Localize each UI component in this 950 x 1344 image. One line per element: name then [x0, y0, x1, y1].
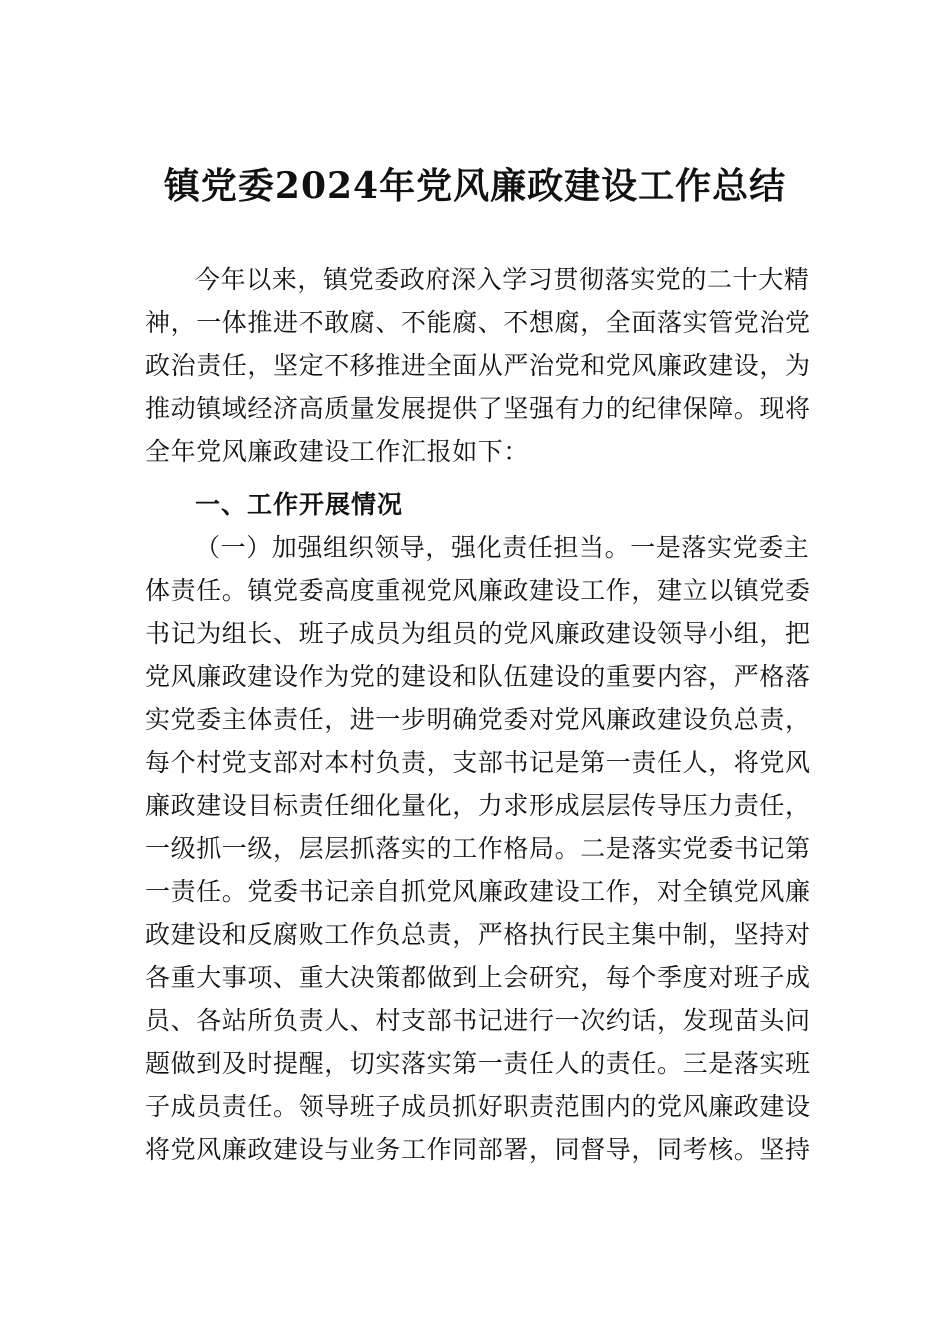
intro-line: 政治责任，坚定不移推进全面从严治党和党风廉政建设，为 — [145, 351, 811, 380]
section-heading: 一、工作开展情况 — [195, 490, 404, 519]
intro-line: 全年党风廉政建设工作汇报如下： — [145, 437, 530, 466]
paragraph-first-line-text: 一是落实党委主 — [630, 533, 810, 562]
paragraph-line: 书记为组长、班子成员为组员的党风廉政建设领导小组，把 — [145, 619, 811, 648]
paragraph-line: 一级抓一级，层层抓落实的工作格局。二是落实党委书记第 — [145, 834, 811, 863]
paragraph-line: 一责任。党委书记亲自抓党风廉政建设工作，对全镇党风廉 — [145, 877, 811, 906]
document-title: 镇党委2024年党风廉政建设工作总结 — [163, 165, 787, 207]
paragraph-line: 体责任。镇党委高度重视党风廉政建设工作，建立以镇党委 — [145, 576, 811, 605]
paragraph-line: 政建设和反腐败工作负总责，严格执行民主集中制，坚持对 — [145, 920, 811, 949]
paragraph-line: 题做到及时提醒，切实落实第一责任人的责任。三是落实班 — [145, 1049, 811, 1078]
paragraph-subheading: （一）加强组织领导，强化责任担当。 — [195, 533, 631, 562]
paragraph-line: 每个村党支部对本村负责，支部书记是第一责任人，将党风 — [145, 748, 811, 777]
paragraph-leadership — [145, 526, 809, 1171]
intro-line: 今年以来，镇党委政府深入学习贯彻落实党的二十大精 — [195, 265, 810, 294]
paragraph-line: 实党委主体责任，进一步明确党委对党风廉政建设负总责， — [145, 705, 811, 734]
paragraph-line: 党风廉政建设作为党的建设和队伍建设的重要内容，严格落 — [145, 662, 811, 691]
intro-line: 神，一体推进不敢腐、不能腐、不想腐，全面落实管党治党 — [145, 308, 811, 337]
intro-paragraph — [145, 258, 809, 473]
paragraph-first-line — [145, 526, 809, 569]
paragraph-line: 将党风廉政建设与业务工作同部署，同督导，同考核。坚持 — [145, 1135, 811, 1164]
paragraph-line: 廉政建设目标责任细化量化，力求形成层层传导压力责任， — [145, 791, 811, 820]
paragraph-line: 员、各站所负责人、村支部书记进行一次约话，发现苗头问 — [145, 1006, 811, 1035]
intro-line: 推动镇域经济高质量发展提供了坚强有力的纪律保障。现将 — [145, 394, 811, 423]
paragraph-line: 各重大事项、重大决策都做到上会研究，每个季度对班子成 — [145, 963, 811, 992]
paragraph-line: 子成员责任。领导班子成员抓好职责范围内的党风廉政建设 — [145, 1092, 811, 1121]
